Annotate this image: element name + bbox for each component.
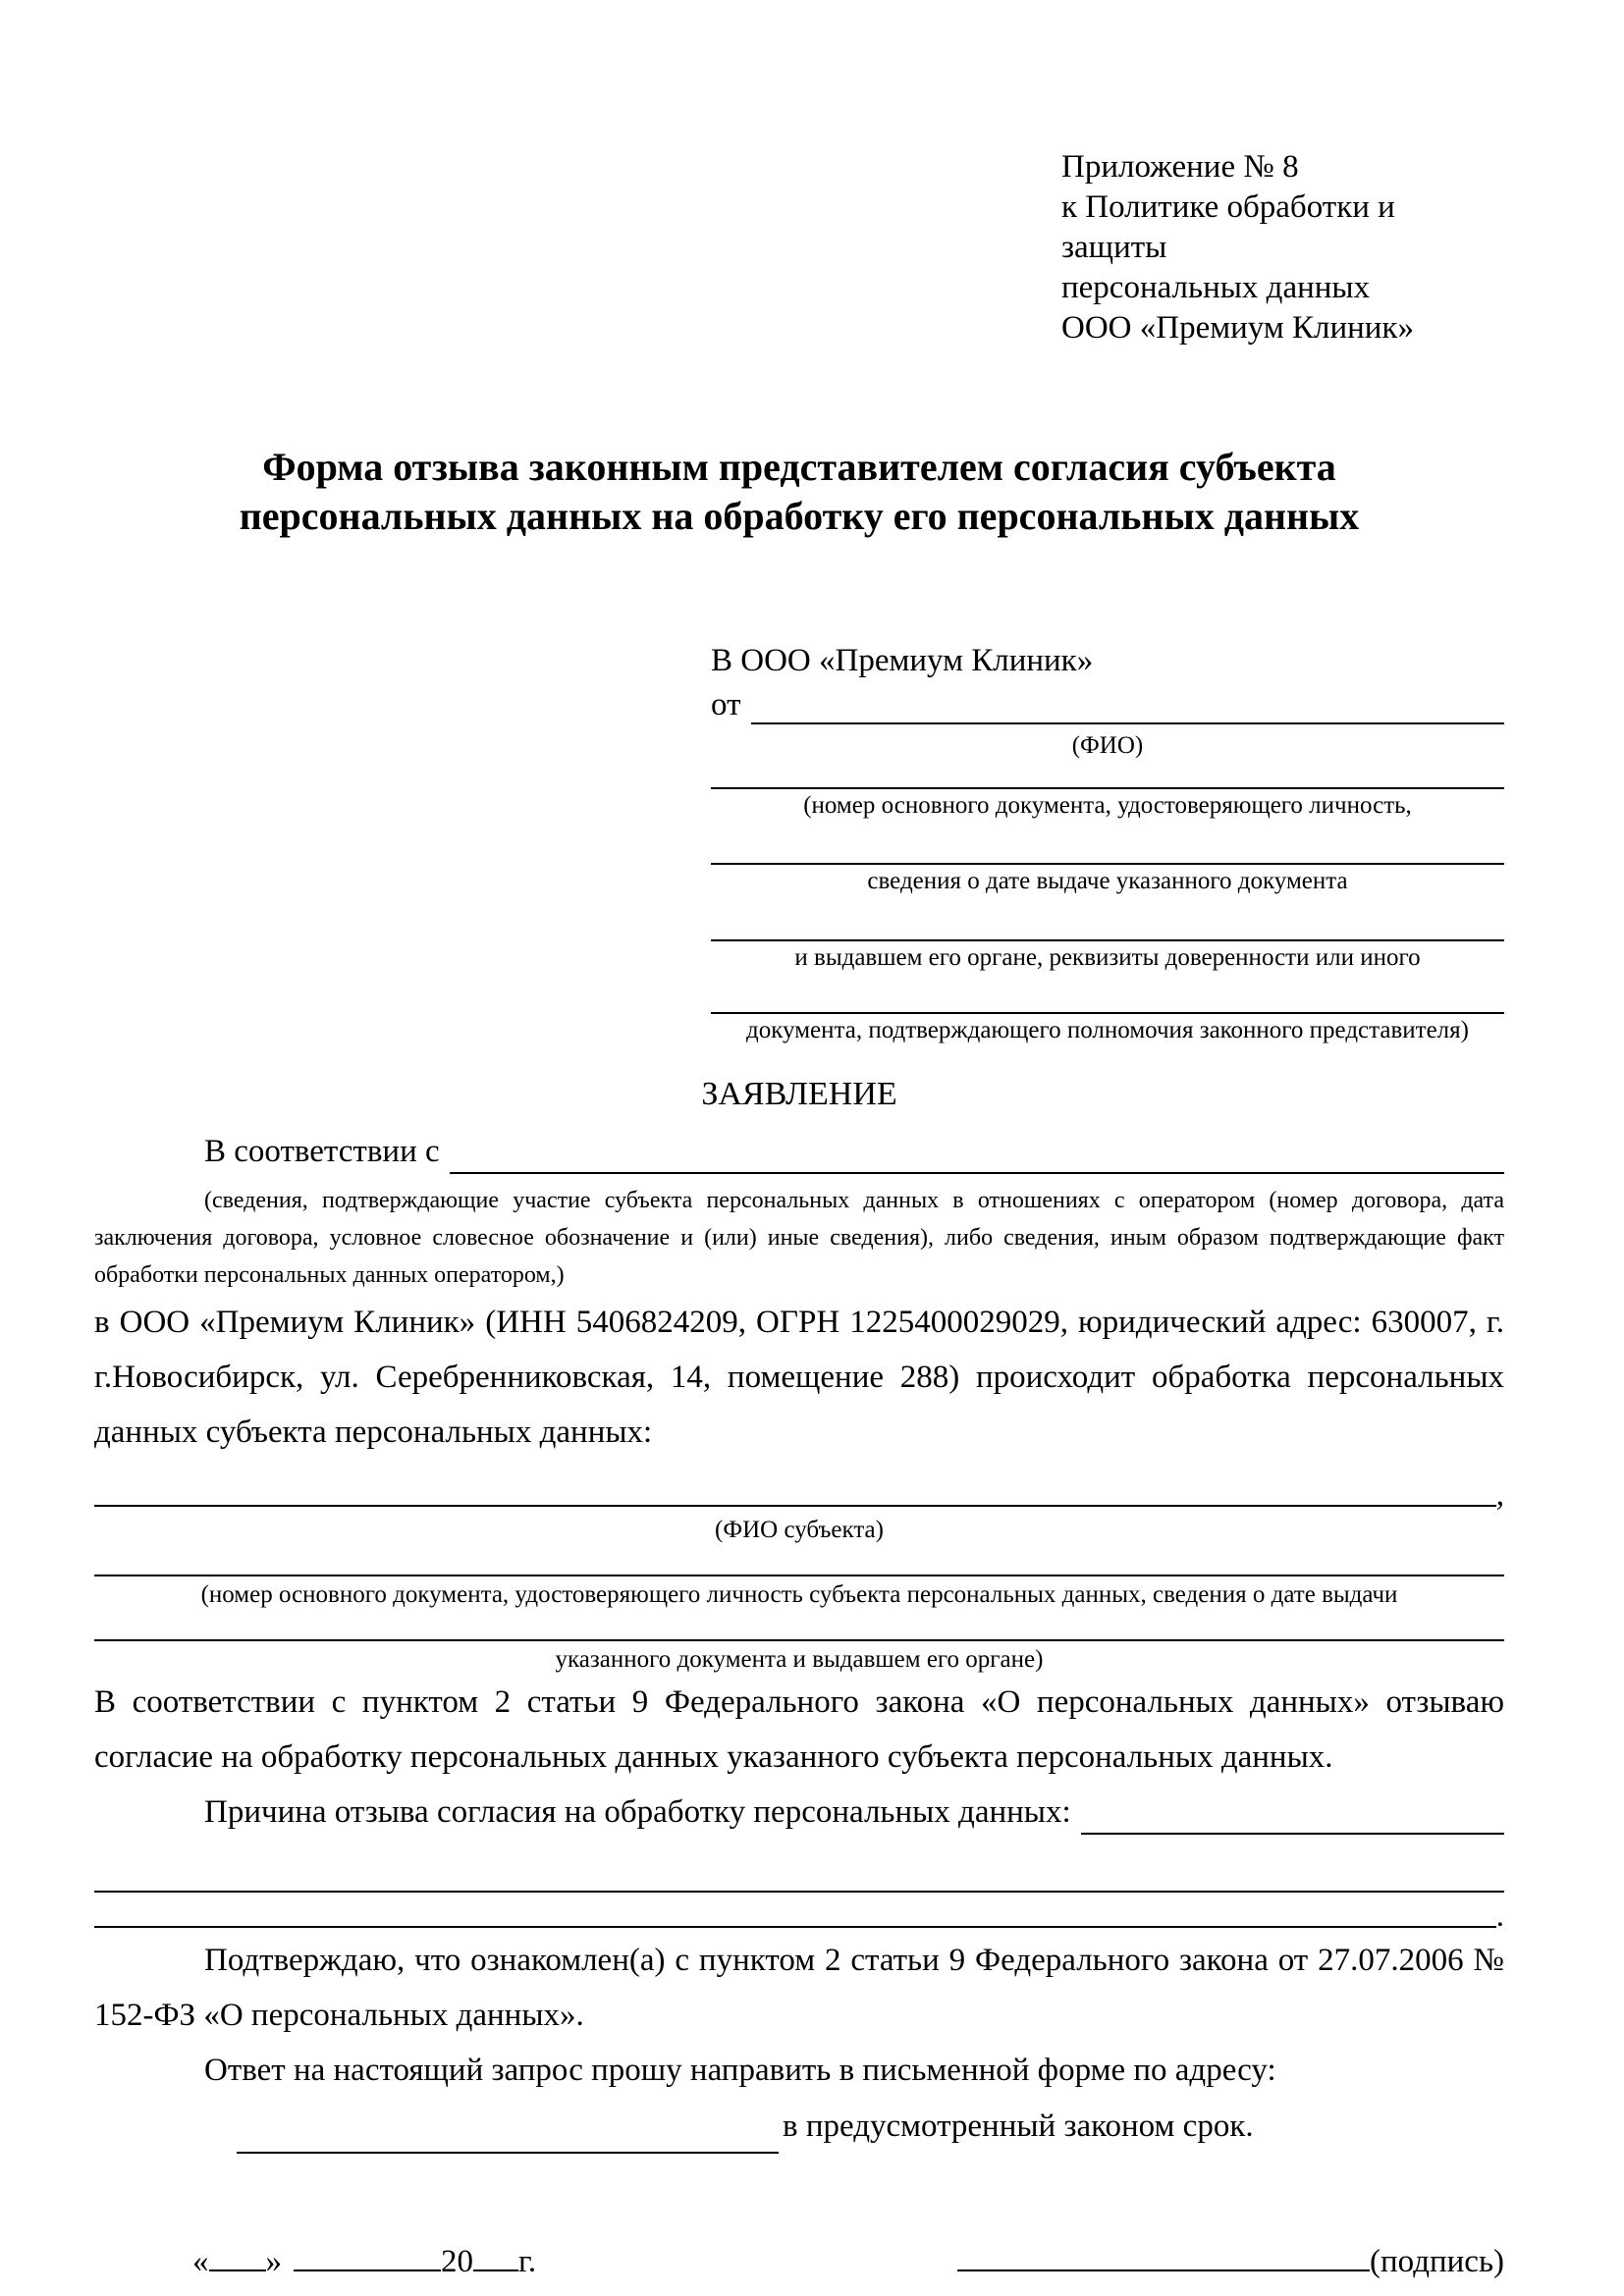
footer-row <box>94 2244 1504 2280</box>
representative-doc-blank <box>711 896 1504 941</box>
reason-blank-line <box>94 1893 1496 1928</box>
signature-blank <box>957 2268 1370 2271</box>
subject-doc-caption: (номер основного документа, удостоверяющего личность субъекта персональных данных, сведения о дате выдачи <box>200 1580 1398 1608</box>
reply-request-paragraph: Ответ на настоящий запрос прошу направить в письменной форме по адресу: <box>204 2053 1276 2089</box>
subject-doc-blank <box>94 1545 1504 1576</box>
representative-fio-blank <box>751 682 1505 724</box>
from-label: от <box>711 687 741 723</box>
annex-line: к Политике обработки и защиты <box>1061 188 1395 265</box>
day-blank <box>209 2268 266 2271</box>
doc-caption: (номер основного документа, удостоверяющего личность, <box>803 791 1412 819</box>
basis-prefix: В соответствии с <box>204 1133 440 1169</box>
subject-fio-caption: (ФИО субъекта) <box>715 1516 884 1543</box>
reply-suffix: в предусмотренный законом срок. <box>783 2108 1254 2144</box>
signature-group <box>957 2244 1504 2280</box>
doc-caption: и выдавшем его органе, реквизиты доверенности или иного <box>794 944 1421 972</box>
basis-row <box>94 1124 1504 1179</box>
reply-address-row <box>94 2099 1504 2154</box>
subject-fio-blank <box>94 1460 1496 1507</box>
subject-doc-blank <box>94 1610 1504 1641</box>
signature-caption: (подпись) <box>1370 2243 1504 2279</box>
annex-line: Приложение № 8 <box>1061 149 1299 185</box>
withdrawal-paragraph: В соответствии с пунктом 2 статьи 9 Федерального закона «О персональных данных» отзываю согласие на обработку персональных данных указанного субъекта персональных данных. <box>94 1683 1504 1776</box>
document-title: Форма отзыва законным представителем согласия субъекта персональных данных на обработку его персональных данных <box>239 444 1360 538</box>
reason-label: Причина отзыва согласия на обработку персональных данных: <box>204 1794 1071 1831</box>
subject-fio-row <box>94 1460 1504 1512</box>
reason-blank-line <box>94 1840 1504 1893</box>
reason-row <box>94 1785 1504 1840</box>
year-prefix: 20 <box>441 2243 473 2279</box>
quote-open: « <box>192 2243 209 2279</box>
operator-info-paragraph: в ООО «Премиум Клиник» (ИНН 5406824209, ОГРН 1225400029029, юридический адрес: 630007, г. г.Новосибирск, ул. Серебренниковская, 14, помещение 288) происходит обработка персональных данных субъекта персональных данных: <box>94 1304 1504 1450</box>
statement-heading: ЗАЯВЛЕНИЕ <box>701 1075 897 1112</box>
acknowledgement-paragraph: Подтверждаю, что ознакомлен(а) с пунктом 2 статьи 9 Федерального закона от 27.07.2006 № 152-ФЗ «О персональных данных». <box>94 1943 1504 2034</box>
month-blank <box>294 2268 441 2271</box>
addressee-organization: В ООО «Премиум Клиник» <box>711 642 1094 678</box>
annex-line: персональных данных <box>1061 269 1371 305</box>
annex-line: ООО «Премиум Клиник» <box>1061 309 1414 346</box>
year-blank <box>473 2268 518 2271</box>
representative-doc-blank <box>711 973 1504 1014</box>
representative-doc-blank <box>711 820 1504 865</box>
fio-caption: (ФИО) <box>1071 731 1144 759</box>
annex-note <box>1061 147 1504 348</box>
basis-blank <box>450 1124 1504 1174</box>
year-suffix: г. <box>518 2243 537 2279</box>
trailing-comma: , <box>1495 1476 1504 1513</box>
quote-close: » <box>265 2243 282 2279</box>
reason-blank-row <box>94 1893 1504 1933</box>
subject-doc-caption: указанного документа и выдавшем его органе) <box>555 1645 1044 1673</box>
reason-blank <box>1081 1785 1504 1835</box>
doc-caption: сведения о дате выдаче указанного документа <box>867 868 1348 895</box>
from-row <box>711 682 1504 729</box>
representative-doc-blank <box>711 761 1504 789</box>
basis-note: (сведения, подтверждающие участие субъекта персональных данных в отношениях с оператором (номер договора, дата заключения договора, условное словесное обозначение и (или) иные сведения), либо сведения, иным образом подтверждающие факт обработки персональных данных оператором,) <box>94 1187 1504 1288</box>
addressee-block <box>711 639 1504 1045</box>
reply-address-blank <box>237 2112 779 2154</box>
trailing-period: . <box>1495 1898 1504 1935</box>
date-group <box>192 2244 536 2280</box>
doc-caption: документа, подтверждающего полномочия законного представителя) <box>746 1016 1469 1043</box>
